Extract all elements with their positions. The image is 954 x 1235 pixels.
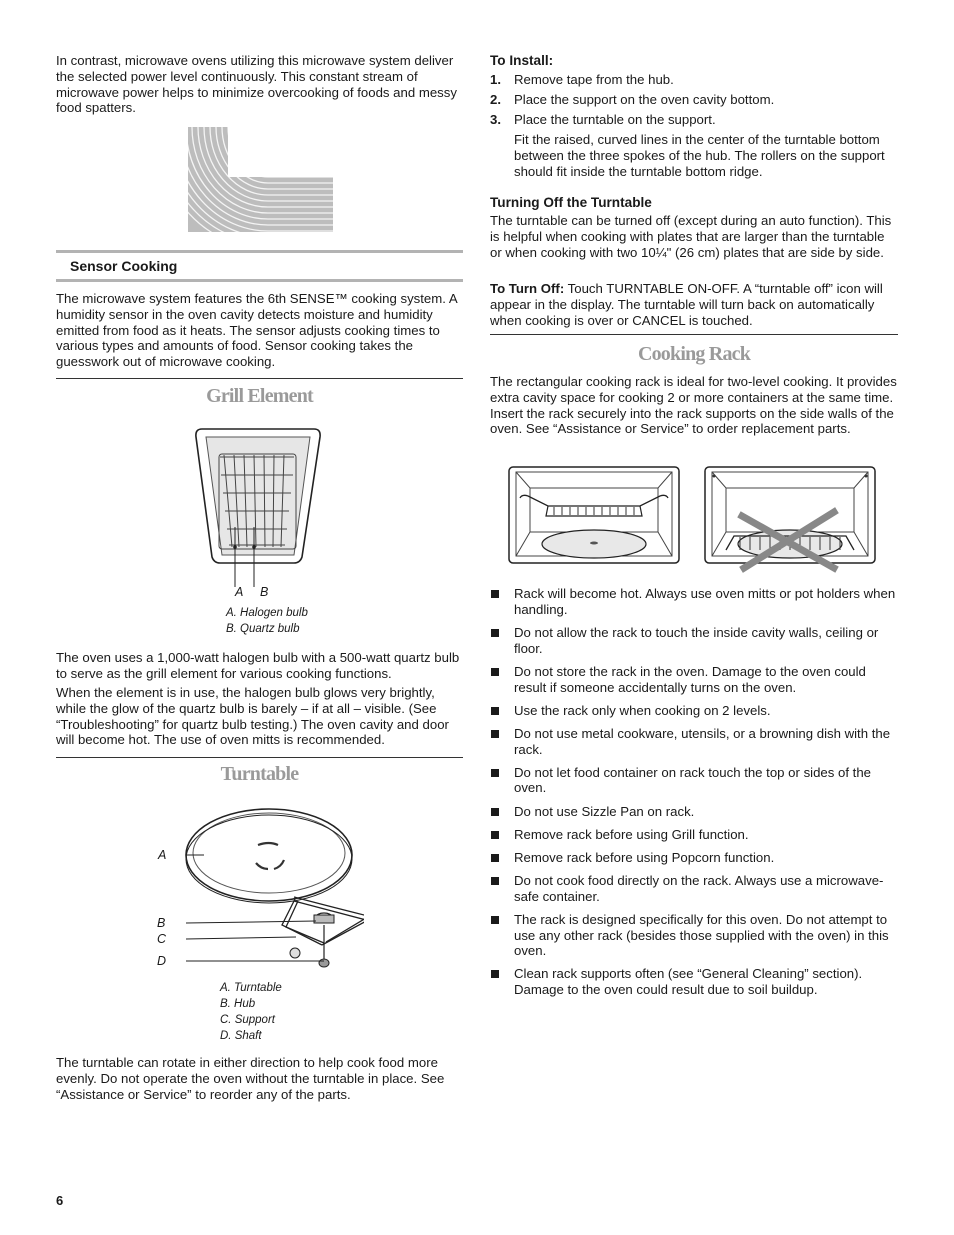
grill-caption-a: A. Halogen bulb — [226, 607, 308, 619]
to-install-heading: To Install: — [490, 53, 554, 68]
bullet-square-icon — [491, 970, 499, 978]
turning-off-heading: Turning Off the Turntable — [490, 195, 652, 210]
divider — [490, 334, 898, 335]
divider — [56, 757, 463, 758]
bullet-square-icon — [491, 769, 499, 777]
grill-caption-b: B. Quartz bulb — [226, 623, 300, 635]
cooking-rack-title: Cooking Rack — [637, 343, 751, 365]
install-step: 3. Place the turntable on the support. — [490, 111, 716, 127]
turntable-caption-a: A. Turntable — [220, 982, 282, 994]
grill-element-title: Grill Element — [206, 385, 313, 407]
intro-paragraph: In contrast, microwave ovens utilizing this microwave system deliver the selected power level continuously. This constant stream of microwave power helps to minimize overcooking of foods and messy food spatters. — [56, 53, 457, 116]
turntable-label-d: D — [157, 954, 167, 968]
install-step: 1. Remove tape from the hub. — [490, 72, 674, 87]
page-number: 6 — [56, 1193, 64, 1208]
list-item: Do not let food container on rack touch the top or sides of the oven. — [490, 765, 898, 797]
sensor-cooking-heading-band — [56, 250, 463, 282]
sensor-cooking-heading: Sensor Cooking — [70, 258, 178, 274]
bullet-square-icon — [491, 916, 499, 924]
turntable-title: Turntable — [220, 763, 299, 785]
rack-correct-figure — [508, 466, 680, 564]
list-item: Clean rack supports often (see “General Cleaning” section). Damage to the oven could result due to soil buildup. — [490, 966, 898, 998]
bullet-square-icon — [491, 730, 499, 738]
bullet-square-icon — [491, 877, 499, 885]
sensor-cooking-paragraph: The microwave system features the 6th SENSE™ cooking system. A humidity sensor in the oven cavity detects moisture and humidity emitted from food as it heats. The sensor adjusts cooking times to various types and amounts of food. Sensor cooking takes the guesswork out of microwave cooking. — [56, 291, 457, 370]
list-item: Do not use metal cookware, utensils, or a browning dish with the rack. — [490, 726, 898, 758]
cooking-rack-bullet-list — [490, 586, 898, 1005]
bullet-square-icon — [491, 854, 499, 862]
bullet-square-icon — [491, 808, 499, 816]
turntable-caption-b: B. Hub — [220, 998, 256, 1010]
grill-paragraph-1: The oven uses a 1,000-watt halogen bulb with a 500-watt quartz bulb to serve as the grill element for various cooking functions. — [56, 650, 460, 681]
bullet-square-icon — [491, 668, 499, 676]
list-item: Rack will become hot. Always use oven mitts or pot holders when handling. — [490, 586, 898, 618]
turntable-label-b: B — [157, 916, 166, 930]
turntable-label-a: A — [158, 848, 167, 862]
bullet-square-icon — [491, 590, 499, 598]
turntable-caption-c: C. Support — [220, 1014, 275, 1026]
list-item: Use the rack only when cooking on 2 levels. — [490, 703, 898, 719]
turning-off-paragraph: The turntable can be turned off (except during an auto function). This is helpful when cooking with plates that are larger than the turntable or when cooking with two 10¼" (26 cm) plates that are side by side. — [490, 213, 892, 260]
turntable-caption-d: D. Shaft — [220, 1030, 262, 1042]
grill-paragraph-2: When the element is in use, the halogen bulb glows very brightly, while the glow of the quartz bulb is barely – if at all – visible. (See “Troubleshooting” for quartz bulb testing.) The oven cavity and door will become hot. The use of oven mitts is recommended. — [56, 685, 449, 748]
list-item: Do not allow the rack to touch the inside cavity walls, ceiling or floor. — [490, 625, 898, 657]
divider — [56, 378, 463, 379]
list-item: Remove rack before using Grill function. — [490, 827, 898, 843]
list-item: Do not cook food directly on the rack. Always use a microwave-safe container. — [490, 873, 898, 905]
install-step-note: Fit the raised, curved lines in the center of the turntable bottom between the three spokes of the hub. The rollers on the support should fit inside the turntable bottom ridge. — [514, 132, 885, 179]
install-steps-list — [490, 72, 898, 131]
list-item: Do not use Sizzle Pan on rack. — [490, 804, 898, 820]
install-step: 2. Place the support on the oven cavity bottom. — [490, 91, 775, 107]
bullet-square-icon — [491, 707, 499, 715]
list-item: Do not store the rack in the oven. Damage to the oven could result if someone accidentally turns on the oven. — [490, 664, 898, 696]
grill-element-figure — [194, 427, 324, 605]
cooking-rack-paragraph: The rectangular cooking rack is ideal for two-level cooking. It provides extra cavity space for cooking 2 or more containers at the same time. Insert the rack securely into the rack supports on the side walls of the oven. See “Assistance or Service” to order replacement parts. — [490, 374, 897, 437]
grill-label-a: A — [235, 585, 244, 599]
to-turn-off-text: Touch TURNTABLE ON-OFF. A “turntable off” icon will appear in the display. The turntable will turn back on automatically when cooking is over or CANCEL is touched. — [490, 281, 883, 328]
turntable-label-c: C — [157, 932, 167, 946]
rack-incorrect-figure — [704, 466, 876, 576]
bullet-square-icon — [491, 629, 499, 637]
to-turn-off-paragraph — [490, 281, 898, 328]
turntable-figure — [174, 805, 364, 975]
list-item: Remove rack before using Popcorn function. — [490, 850, 898, 866]
turntable-paragraph: The turntable can rotate in either direction to help cook food more evenly. Do not operate the oven without the turntable in place. See “Assistance or Service” to reorder any of the parts. — [56, 1055, 445, 1102]
to-turn-off-label: To Turn Off: — [490, 281, 565, 296]
microwave-pattern-figure — [188, 127, 333, 232]
bullet-square-icon — [491, 831, 499, 839]
list-item: The rack is designed specifically for this oven. Do not attempt to use any other rack (besides those supplied with the oven) in this oven. — [490, 912, 898, 959]
grill-label-b: B — [260, 585, 269, 599]
